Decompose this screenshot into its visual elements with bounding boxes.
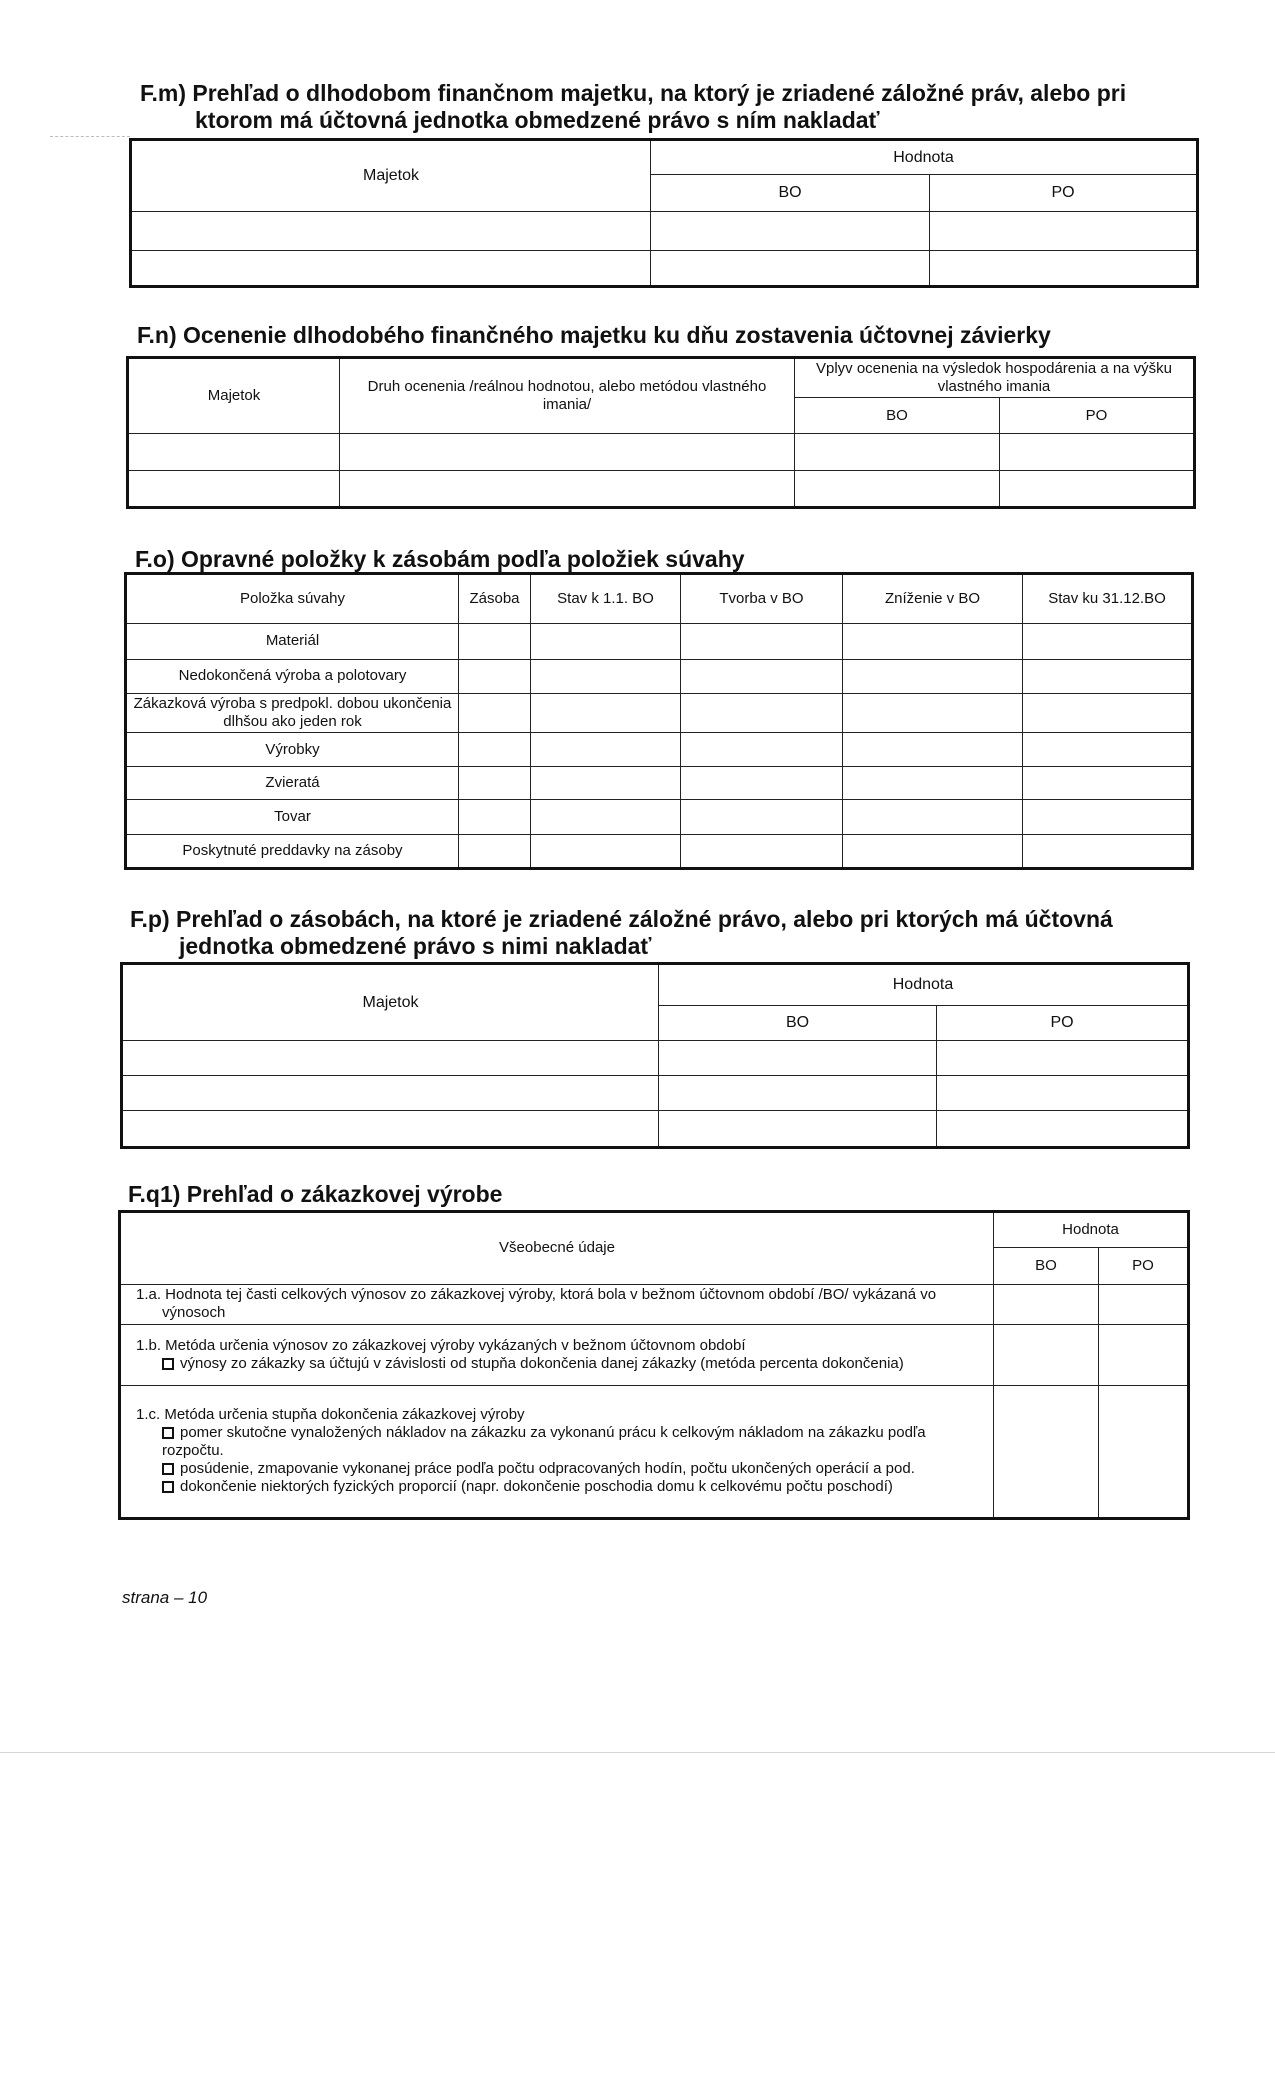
table-cell[interactable] [128, 471, 340, 508]
table-cell[interactable] [843, 767, 1023, 800]
table-cell[interactable] [659, 1111, 937, 1148]
table-cell[interactable] [128, 434, 340, 471]
col-header-bo: BO [659, 1006, 937, 1041]
table-cell[interactable] [1023, 659, 1193, 693]
row-1c-text: 1.c. Metóda určenia stupňa dokončenia zákazkovej výroby [136, 1406, 525, 1424]
table-cell[interactable] [531, 693, 681, 732]
section-title-fm-line1: F.m) Prehľad o dlhodobom finančnom majetku, na ktorý je zriadené záložné práv, alebo pri [140, 80, 1127, 106]
table-cell[interactable] [994, 1284, 1099, 1324]
table-cell[interactable] [531, 800, 681, 834]
table-cell[interactable] [131, 212, 651, 251]
table-cell[interactable] [1023, 624, 1193, 659]
page-number: strana – 10 [122, 1588, 208, 1607]
row-1c [120, 1385, 994, 1518]
table-cell[interactable] [340, 471, 795, 508]
table-cell[interactable] [843, 834, 1023, 868]
table-cell[interactable] [1099, 1325, 1189, 1386]
table-cell[interactable] [131, 251, 651, 287]
table-cell[interactable] [122, 1111, 659, 1148]
table-cell[interactable] [1099, 1385, 1189, 1518]
table-cell[interactable] [795, 471, 1000, 508]
row-1b-text: 1.b. Metóda určenia výnosov zo zákazkovej výroby vykázaných v bežnom účtovnom období [136, 1336, 746, 1354]
section-title-fo [135, 546, 745, 573]
table-cell[interactable] [681, 834, 843, 868]
table-cell[interactable] [843, 693, 1023, 732]
col-header-po: PO [1099, 1248, 1189, 1284]
table-cell[interactable] [681, 767, 843, 800]
section-title-fq1 [128, 1181, 502, 1208]
table-cell[interactable] [994, 1385, 1099, 1518]
table-cell[interactable] [937, 1041, 1189, 1076]
table-cell[interactable] [1023, 693, 1193, 732]
col-header-bo: BO [795, 398, 1000, 434]
table-cell[interactable] [1023, 767, 1193, 800]
section-title-fm-line2: ktorom má účtovná jednotka obmedzené právo s ním nakladať [195, 107, 880, 133]
col-header-znizenie: Zníženie v BO [843, 574, 1023, 624]
table-cell[interactable] [531, 624, 681, 659]
table-cell[interactable] [930, 212, 1198, 251]
table-cell[interactable] [531, 733, 681, 767]
table-cell[interactable] [531, 767, 681, 800]
table-cell[interactable] [459, 733, 531, 767]
col-header-bo: BO [994, 1248, 1099, 1284]
table-cell[interactable] [937, 1111, 1189, 1148]
row-1c-option-2-label: posúdenie, zmapovanie vykonanej práce podľa počtu odpracovaných hodín, počtu ukončených operácií a pod. [180, 1460, 915, 1478]
row-label-tovar: Tovar [126, 800, 459, 834]
col-header-po: PO [1000, 398, 1195, 434]
table-cell[interactable] [659, 1041, 937, 1076]
table-cell[interactable] [122, 1076, 659, 1111]
table-cell[interactable] [843, 624, 1023, 659]
table-cell[interactable] [459, 767, 531, 800]
table-cell[interactable] [937, 1076, 1189, 1111]
row-label-nedokoncena-vyroba: Nedokončená výroba a polotovary [126, 659, 459, 693]
col-header-hodnota: Hodnota [994, 1212, 1189, 1248]
checkbox-1c-physical-proportion[interactable] [162, 1481, 174, 1493]
row-label-zakazkova-vyroba: Zákazková výroba s predpokl. dobou ukončenia dlhšou ako jeden rok [126, 693, 459, 732]
table-cell[interactable] [681, 800, 843, 834]
table-cell[interactable] [122, 1041, 659, 1076]
section-title-fm [140, 80, 1126, 134]
table-cell[interactable] [1000, 434, 1195, 471]
row-1b-option-1-label: výnosy zo zákazky sa účtujú v závislosti od stupňa dokončenia danej zákazky (metóda percenta dokončenia) [180, 1354, 904, 1372]
col-header-majetok: Majetok [128, 358, 340, 434]
section-title-fn [137, 322, 1051, 349]
section-title-fo-text: F.o) Opravné položky k zásobám podľa položiek súvahy [135, 546, 745, 572]
table-cell[interactable] [843, 733, 1023, 767]
table-cell[interactable] [681, 624, 843, 659]
table-cell[interactable] [659, 1076, 937, 1111]
scan-artifact-dash [50, 136, 130, 137]
row-1b [120, 1325, 994, 1386]
checkbox-1b-percent-completion[interactable] [162, 1358, 174, 1370]
row-label-zvierata: Zvieratá [126, 767, 459, 800]
col-header-majetok: Majetok [122, 964, 659, 1041]
checkbox-1c-cost-ratio[interactable] [162, 1427, 174, 1439]
table-cell[interactable] [681, 733, 843, 767]
col-header-po: PO [937, 1006, 1189, 1041]
table-cell[interactable] [1000, 471, 1195, 508]
col-header-tvorba: Tvorba v BO [681, 574, 843, 624]
table-fo [124, 572, 1194, 870]
col-header-stav-3112: Stav ku 31.12.BO [1023, 574, 1193, 624]
row-label-preddavky: Poskytnuté preddavky na zásoby [126, 834, 459, 868]
table-cell[interactable] [930, 251, 1198, 287]
table-cell[interactable] [1099, 1284, 1189, 1324]
col-header-bo: BO [651, 175, 930, 212]
table-fm [129, 138, 1199, 288]
table-cell[interactable] [459, 693, 531, 732]
table-cell[interactable] [1023, 800, 1193, 834]
table-cell[interactable] [459, 659, 531, 693]
table-cell[interactable] [681, 659, 843, 693]
table-cell[interactable] [1023, 834, 1193, 868]
col-header-druh-ocenenia: Druh ocenenia /reálnou hodnotou, alebo metódou vlastného imania/ [340, 358, 795, 434]
row-1b-option-1 [124, 1355, 990, 1373]
section-title-fp [130, 906, 1113, 960]
section-title-fp-line1: F.p) Prehľad o zásobách, na ktoré je zriadené záložné právo, alebo pri ktorých má účtovná [130, 906, 1113, 932]
col-header-zasoba: Zásoba [459, 574, 531, 624]
row-1c-option-2 [124, 1460, 990, 1478]
col-header-majetok: Majetok [131, 140, 651, 212]
scan-edge-line [0, 1752, 1275, 1753]
table-cell[interactable] [340, 434, 795, 471]
section-title-fn-text: F.n) Ocenenie dlhodobého finančného majetku ku dňu zostavenia účtovnej závierky [137, 322, 1051, 348]
table-cell[interactable] [459, 834, 531, 868]
row-1c-option-3-label: dokončenie niektorých fyzických proporcií (napr. dokončenie poschodia domu k celkovému počtu poschodí) [180, 1478, 893, 1496]
table-cell[interactable] [651, 212, 930, 251]
col-header-vseobecne-udaje: Všeobecné údaje [120, 1212, 994, 1285]
table-cell[interactable] [994, 1325, 1099, 1386]
row-1c-option-3 [124, 1478, 990, 1496]
row-label-vyrobky: Výrobky [126, 733, 459, 767]
table-cell[interactable] [1023, 733, 1193, 767]
table-fn [126, 356, 1196, 509]
row-1c-option-1-label: pomer skutočne vynaložených nákladov na zákazku za vykonanú prácu k celkovým nákladom na zákazku podľa rozpočtu. [162, 1424, 926, 1460]
row-1a [120, 1284, 994, 1324]
table-cell[interactable] [843, 800, 1023, 834]
table-cell[interactable] [795, 434, 1000, 471]
table-cell[interactable] [459, 624, 531, 659]
checkbox-1c-work-assessment[interactable] [162, 1463, 174, 1475]
table-cell[interactable] [681, 693, 843, 732]
table-cell[interactable] [459, 800, 531, 834]
table-fp [120, 962, 1190, 1149]
col-header-hodnota: Hodnota [651, 140, 1198, 175]
table-cell[interactable] [531, 834, 681, 868]
row-1a-text: 1.a. Hodnota tej časti celkových výnosov zo zákazkovej výroby, ktorá bola v bežnom účtovnom období /BO/ vykázaná vo výnosoch [136, 1286, 937, 1322]
table-cell[interactable] [651, 251, 930, 287]
table-cell[interactable] [843, 659, 1023, 693]
section-title-fp-line2: jednotka obmedzené právo s nimi nakladať [179, 933, 652, 959]
col-header-vplyv: Vplyv ocenenia na výsledok hospodárenia a na výšku vlastného imania [795, 358, 1195, 398]
col-header-stav-11: Stav k 1.1. BO [531, 574, 681, 624]
table-cell[interactable] [531, 659, 681, 693]
col-header-polozka: Položka súvahy [126, 574, 459, 624]
col-header-po: PO [930, 175, 1198, 212]
section-title-fq1-text: F.q1) Prehľad o zákazkovej výrobe [128, 1181, 503, 1207]
col-header-hodnota: Hodnota [659, 964, 1189, 1006]
row-label-material: Materiál [126, 624, 459, 659]
table-fq1 [118, 1210, 1190, 1520]
row-1c-option-1 [124, 1424, 990, 1460]
